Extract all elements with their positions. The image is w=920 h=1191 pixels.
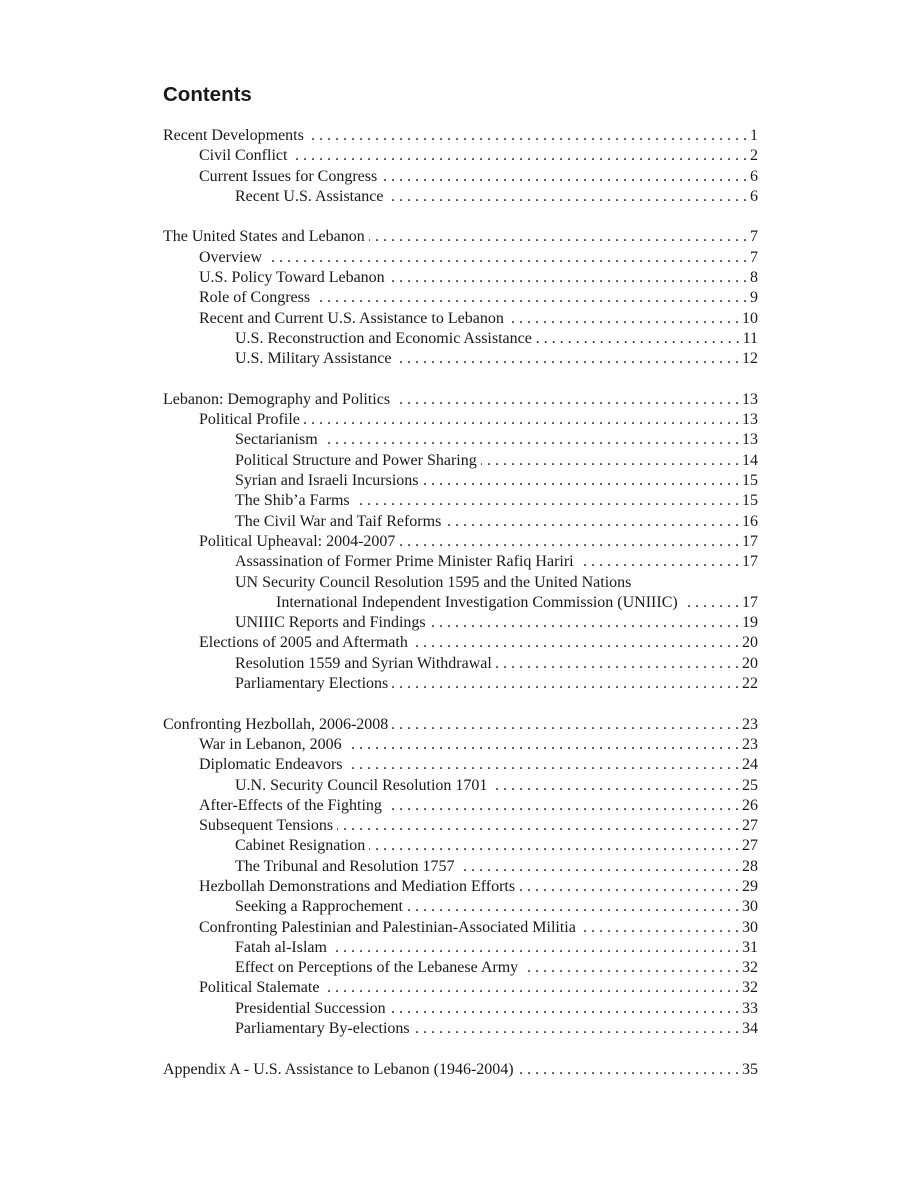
toc-page-number: 12 <box>742 350 758 368</box>
toc-entry-title: Seeking a Rapprochement <box>235 897 407 917</box>
toc-entry[interactable] <box>163 126 758 146</box>
toc-entry-title: International Independent Investigation Commission (UNIIIC) <box>276 593 682 613</box>
toc-entry[interactable] <box>163 836 758 856</box>
dot-leader <box>369 836 739 856</box>
toc-page-number: 35 <box>742 1060 758 1078</box>
toc-page-number: 20 <box>742 634 758 652</box>
toc-page-number: 15 <box>742 492 758 510</box>
table-of-contents <box>163 126 758 1100</box>
toc-entry[interactable] <box>163 613 758 633</box>
toc-page-number: 32 <box>742 959 758 977</box>
dot-leader <box>395 349 739 369</box>
toc-entry-title: The Civil War and Taif Reforms <box>235 512 445 532</box>
toc-page-number: 34 <box>742 1020 758 1038</box>
toc-entry[interactable] <box>163 167 758 187</box>
toc-page-number: 1 <box>750 127 758 144</box>
dot-leader <box>347 755 739 775</box>
toc-entry[interactable] <box>163 227 758 247</box>
dot-leader <box>304 410 739 430</box>
dot-leader <box>414 1019 739 1039</box>
toc-page-number: 30 <box>742 898 758 916</box>
toc-page-number: 8 <box>750 269 758 287</box>
dot-leader <box>508 309 739 329</box>
toc-entry[interactable] <box>163 491 758 511</box>
toc-entry[interactable] <box>163 187 758 207</box>
dot-leader <box>392 674 739 694</box>
toc-entry-title: U.S. Reconstruction and Economic Assistance <box>235 329 536 349</box>
toc-entry[interactable] <box>163 715 758 735</box>
dot-leader <box>536 329 740 349</box>
dot-leader <box>346 735 739 755</box>
toc-page-number: 22 <box>742 675 758 693</box>
dot-leader <box>314 288 747 308</box>
toc-entry-title: UNIIIC Reports and Findings <box>235 613 430 633</box>
dot-leader <box>491 776 739 796</box>
toc-page-number: 29 <box>742 877 758 895</box>
toc-entry[interactable] <box>163 938 758 958</box>
dot-leader <box>354 491 739 511</box>
toc-entry-title: U.S. Policy Toward Lebanon <box>199 268 389 288</box>
toc-page-number: 7 <box>750 248 758 266</box>
toc-page-number: 24 <box>742 756 758 774</box>
dot-leader <box>387 187 747 207</box>
dot-leader <box>390 999 739 1019</box>
toc-page-number: 16 <box>742 512 758 530</box>
toc-entry[interactable] <box>163 978 758 998</box>
dot-leader <box>407 897 739 917</box>
toc-entry[interactable] <box>163 796 758 816</box>
toc-entry-title: Parliamentary By-elections <box>235 1019 414 1039</box>
toc-page-number: 27 <box>742 817 758 835</box>
dot-leader <box>423 471 739 491</box>
toc-entry[interactable] <box>163 776 758 796</box>
toc-page-number: 7 <box>750 228 758 246</box>
dot-leader <box>519 877 739 897</box>
dot-leader <box>518 1060 739 1080</box>
toc-entry-title: Confronting Palestinian and Palestinian-Associated Militia <box>199 918 580 938</box>
toc-page-number: 17 <box>742 553 758 571</box>
toc-page-number: 30 <box>742 918 758 936</box>
toc-entry[interactable] <box>163 552 758 572</box>
toc-entry-title: Recent Developments <box>163 126 308 146</box>
toc-entry[interactable] <box>163 349 758 369</box>
toc-entry-title: Presidential Succession <box>235 999 390 1019</box>
toc-entry[interactable] <box>163 918 758 938</box>
toc-entry-title: Role of Congress <box>199 288 314 308</box>
toc-entry-title: Recent U.S. Assistance <box>235 187 387 207</box>
toc-entry-title: The Shib’a Farms <box>235 491 354 511</box>
toc-page-number: 2 <box>750 147 758 165</box>
toc-entry[interactable] <box>163 329 758 349</box>
toc-page-number: 11 <box>742 329 758 347</box>
toc-entry[interactable] <box>163 512 758 532</box>
toc-entry-title: U.N. Security Council Resolution 1701 <box>235 776 491 796</box>
toc-entry[interactable] <box>163 1019 758 1039</box>
toc-entry-title: The United States and Lebanon <box>163 227 369 247</box>
toc-page-number: 6 <box>750 167 758 185</box>
toc-entry-title: Political Profile <box>199 410 304 430</box>
toc-entry[interactable] <box>163 288 758 308</box>
toc-entry-title: Subsequent Tensions <box>199 816 337 836</box>
toc-entry-title: After-Effects of the Fighting <box>199 796 386 816</box>
toc-entry-title: Assassination of Former Prime Minister Rafiq Hariri <box>235 552 578 572</box>
toc-entry-title: Cabinet Resignation <box>235 836 369 856</box>
toc-entry-title: Fatah al-Islam <box>235 938 331 958</box>
dot-leader <box>323 978 739 998</box>
toc-page-number: 28 <box>742 857 758 875</box>
toc-entry[interactable] <box>163 146 758 166</box>
toc-page-number: 20 <box>742 654 758 672</box>
toc-page-number: 6 <box>750 187 758 205</box>
dot-leader <box>369 227 747 247</box>
toc-page-number: 23 <box>742 735 758 753</box>
toc-section <box>163 390 758 694</box>
toc-entry[interactable] <box>163 958 758 978</box>
toc-entry[interactable] <box>163 674 758 694</box>
toc-page-number: 17 <box>742 593 758 611</box>
dot-leader <box>578 552 739 572</box>
toc-section <box>163 126 758 207</box>
toc-entry[interactable] <box>163 410 758 430</box>
dot-leader <box>522 958 739 978</box>
toc-entry[interactable] <box>163 390 758 410</box>
toc-entry[interactable] <box>163 573 758 593</box>
toc-entry-title: The Tribunal and Resolution 1757 <box>235 857 459 877</box>
toc-entry-title: Syrian and Israeli Incursions <box>235 471 423 491</box>
dot-leader <box>291 146 747 166</box>
toc-page-number: 33 <box>742 999 758 1017</box>
toc-page-number: 13 <box>742 411 758 429</box>
toc-page-number: 19 <box>742 614 758 632</box>
toc-entry[interactable] <box>163 532 758 552</box>
toc-entry-title: UN Security Council Resolution 1595 and the United Nations <box>235 573 635 593</box>
toc-entry-title: Diplomatic Endeavors <box>199 755 347 775</box>
dot-leader <box>682 593 739 613</box>
toc-page-number: 23 <box>742 715 758 733</box>
toc-entry[interactable] <box>163 755 758 775</box>
dot-leader <box>381 167 747 187</box>
dot-leader <box>331 938 739 958</box>
toc-entry-title: Recent and Current U.S. Assistance to Lebanon <box>199 309 508 329</box>
contents-heading: Contents <box>163 83 252 106</box>
toc-page-number: 27 <box>742 837 758 855</box>
toc-page-number: 9 <box>750 289 758 307</box>
dot-leader <box>308 126 747 146</box>
toc-entry[interactable] <box>163 268 758 288</box>
toc-entry-title: Political Structure and Power Sharing <box>235 451 481 471</box>
toc-entry[interactable] <box>163 248 758 268</box>
toc-entry-title: Elections of 2005 and Aftermath <box>199 633 412 653</box>
dot-leader <box>386 796 739 816</box>
toc-entry-title: Hezbollah Demonstrations and Mediation Efforts <box>199 877 519 897</box>
toc-page-number: 14 <box>742 451 758 469</box>
toc-page-number: 32 <box>742 979 758 997</box>
dot-leader <box>412 633 739 653</box>
toc-entry[interactable] <box>163 999 758 1019</box>
toc-entry[interactable] <box>163 857 758 877</box>
dot-leader <box>496 654 739 674</box>
toc-entry-title: U.S. Military Assistance <box>235 349 395 369</box>
dot-leader <box>430 613 739 633</box>
dot-leader <box>392 715 739 735</box>
toc-entry-title: Current Issues for Congress <box>199 167 381 187</box>
toc-entry-title: Political Stalemate <box>199 978 323 998</box>
dot-leader <box>266 248 747 268</box>
toc-entry[interactable] <box>163 816 758 836</box>
toc-section <box>163 227 758 369</box>
dot-leader <box>389 268 747 288</box>
toc-entry-title: Resolution 1559 and Syrian Withdrawal <box>235 654 496 674</box>
toc-section <box>163 715 758 1040</box>
toc-page-number: 13 <box>742 431 758 449</box>
toc-page-number: 10 <box>742 309 758 327</box>
toc-entry-title: Lebanon: Demography and Politics <box>163 390 394 410</box>
toc-entry-title: War in Lebanon, 2006 <box>199 735 346 755</box>
toc-page-number: 25 <box>742 776 758 794</box>
toc-page-number: 15 <box>742 472 758 490</box>
toc-entry-title: Political Upheaval: 2004-2007 <box>199 532 399 552</box>
toc-entry-title: Confronting Hezbollah, 2006-2008 <box>163 715 392 735</box>
toc-entry[interactable] <box>163 654 758 674</box>
toc-entry[interactable] <box>163 1060 758 1080</box>
toc-section <box>163 1060 758 1080</box>
dot-leader <box>459 857 739 877</box>
dot-leader <box>580 918 739 938</box>
toc-entry-title: Civil Conflict <box>199 146 291 166</box>
toc-page-number: 26 <box>742 796 758 814</box>
toc-page-number: 13 <box>742 390 758 408</box>
dot-leader <box>322 430 739 450</box>
toc-entry-title: Parliamentary Elections <box>235 674 392 694</box>
dot-leader <box>481 451 739 471</box>
toc-entry[interactable] <box>163 877 758 897</box>
dot-leader <box>394 390 739 410</box>
toc-entry[interactable] <box>163 633 758 653</box>
toc-entry[interactable] <box>163 593 758 613</box>
toc-entry[interactable] <box>163 430 758 450</box>
toc-entry-title: Appendix A - U.S. Assistance to Lebanon (1946-2004) <box>163 1060 518 1080</box>
dot-leader <box>445 512 739 532</box>
dot-leader <box>399 532 739 552</box>
toc-entry[interactable] <box>163 471 758 491</box>
toc-page-number: 17 <box>742 532 758 550</box>
toc-entry-title: Sectarianism <box>235 430 322 450</box>
toc-entry-title: Effect on Perceptions of the Lebanese Army <box>235 958 522 978</box>
toc-entry[interactable] <box>163 735 758 755</box>
toc-page-number: 31 <box>742 938 758 956</box>
toc-entry[interactable] <box>163 309 758 329</box>
toc-entry[interactable] <box>163 897 758 917</box>
toc-entry-title: Overview <box>199 248 266 268</box>
dot-leader <box>337 816 739 836</box>
toc-entry[interactable] <box>163 451 758 471</box>
